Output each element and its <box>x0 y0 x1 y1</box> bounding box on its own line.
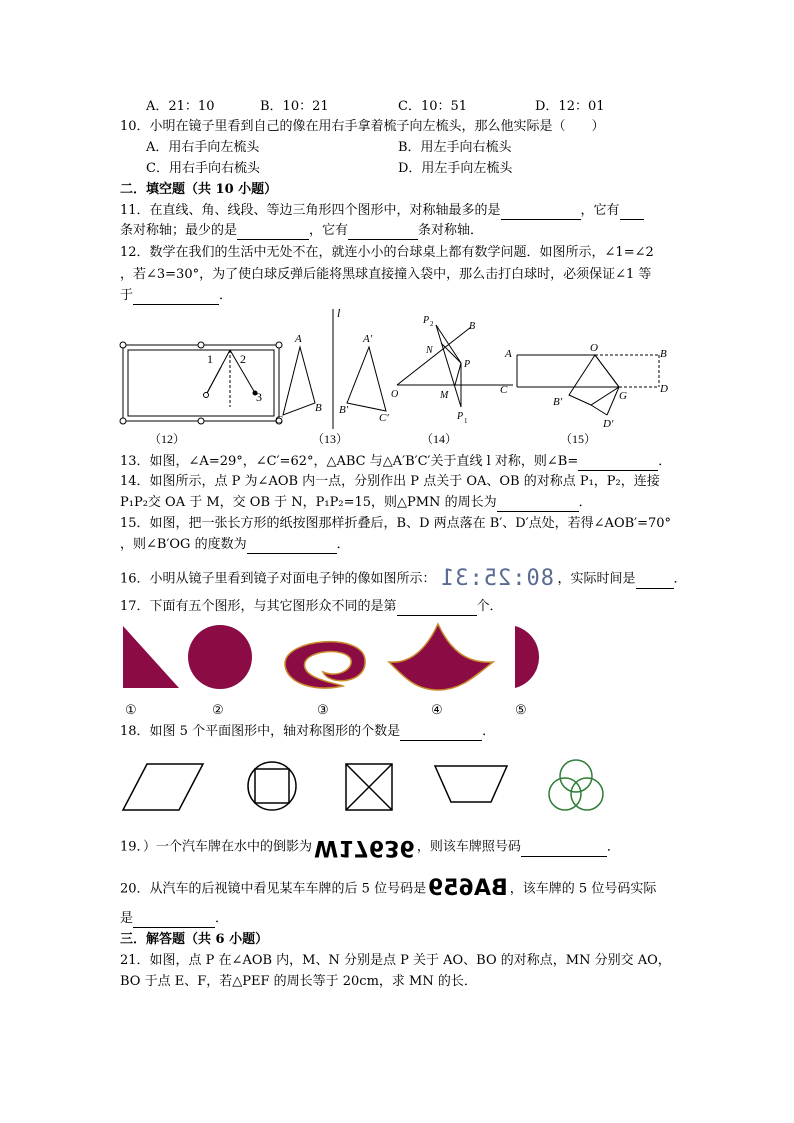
q17-shapes <box>115 620 555 720</box>
q21-line-1: 21．如图，点 P 在∠AOB 内，M、N 分别是点 P 关于 AO、BO 的对称点，MN 分别交 AO， <box>120 953 671 968</box>
shape-circle <box>188 625 252 689</box>
q17: 17．下面有五个图形，与其它图形众不同的是第 个． <box>120 599 503 614</box>
q14-line-2: P₁P₂交 OA 于 M，交 OB 于 N，P₁P₂=15，则△PMN 的周长为 ． <box>120 495 592 510</box>
q13: 13．如图，∠A=29°，∠C′=62°，△ABC 与△A′B′C′关于直线 l 对称，则∠B= ． <box>120 454 672 469</box>
svg-text:C: C <box>500 384 508 396</box>
svg-text:C: C <box>275 414 283 426</box>
q16: 16．小明从镜子里看到镜子对面电子钟的像如图所示： 80:25:31 ，实际时间是 ． <box>120 566 687 591</box>
svg-text:O: O <box>391 389 399 400</box>
answer-blank <box>247 539 337 554</box>
svg-text:③: ③ <box>317 702 329 717</box>
svg-text:A′: A′ <box>363 333 373 345</box>
section-3-heading: 三．解答题（共 6 小题） <box>120 932 269 947</box>
answer-blank <box>400 726 482 741</box>
figure-13-reflection <box>275 306 389 446</box>
shape-curved <box>389 624 493 690</box>
q9-option-c: C．10：51 <box>398 99 468 114</box>
q21-line-2: BO 于点 E、F，若△PEF 的周长等于 20cm，求 MN 的长． <box>120 974 477 989</box>
q10-option-b: B．用左手向右梳头 <box>398 140 512 155</box>
q11-line-2: 条对称轴；最少的是 ，它有 条对称轴． <box>120 223 484 238</box>
answer-blank <box>133 290 219 305</box>
section-2-heading: 二．填空题（共 10 小题） <box>120 182 278 197</box>
svg-text:⑤: ⑤ <box>515 702 527 717</box>
q12-line-1: 12．数学在我们的生活中无处不在，就连小小的台球桌上都有数学问题．如图所示，∠1=∠2 <box>120 245 654 260</box>
answer-blank <box>521 842 607 857</box>
svg-text:M: M <box>440 390 449 401</box>
caption-15: （15） <box>560 432 597 446</box>
answer-blank <box>620 205 644 220</box>
svg-text:3: 3 <box>256 390 262 404</box>
answer-blank <box>133 913 215 928</box>
answer-blank <box>501 205 581 220</box>
svg-text:A: A <box>505 348 512 360</box>
q9-option-a: A．21：10 <box>146 99 215 114</box>
svg-text:A: A <box>295 333 302 345</box>
svg-text:N: N <box>426 345 433 356</box>
svg-text:1: 1 <box>207 352 213 366</box>
answer-blank <box>636 574 674 589</box>
q20-line-1: 20．从汽车的后视镜中看见某车车牌的后 5 位号码是BA659 ，该车牌的 5 位号码实际 <box>120 876 657 901</box>
svg-text:D′: D′ <box>603 418 614 430</box>
svg-text:C′: C′ <box>379 412 389 424</box>
water-reflection-plate: W17636 <box>314 835 415 860</box>
q11-line-1: 11．在直线、角、线段、等边三角形四个图形中，对称轴最多的是 ，它有 <box>120 202 644 220</box>
mirror-clock: 80:25:31 <box>439 566 554 591</box>
q12-line-2: ，若∠3=30°，为了使白球反弹后能将黑球直接撞入袋中，那么击打白球时，必须保证∠1 等 <box>120 267 652 282</box>
shape-trefoil <box>549 760 603 810</box>
shape-crescent <box>285 642 365 688</box>
svg-text:1: 1 <box>464 417 468 425</box>
svg-text:B: B <box>469 321 476 332</box>
mirror-plate: BA659 <box>428 876 508 901</box>
q19: 19．）一个汽车牌在水中的倒影为W17636 ，则该车牌照号码 ． <box>120 835 620 860</box>
svg-text:B′: B′ <box>553 396 563 408</box>
shape-trapezoid <box>435 766 507 802</box>
q12-line-3: 于 ． <box>120 288 233 303</box>
caption-14: （14） <box>421 432 458 446</box>
svg-text:P: P <box>423 315 430 326</box>
q18: 18．如图 5 个平面图形中，轴对称图形的个数是 ． <box>120 724 496 739</box>
svg-text:P: P <box>464 359 471 370</box>
q10-option-a: A．用右手向左梳头 <box>146 140 260 155</box>
figure-14-angle <box>391 315 513 446</box>
answer-blank <box>497 497 579 512</box>
svg-text:P: P <box>457 411 464 422</box>
svg-text:2: 2 <box>430 320 434 328</box>
q18-shapes <box>115 758 615 818</box>
svg-text:G: G <box>619 390 627 402</box>
shape-semicircle <box>515 626 539 688</box>
q10-option-c: C．用右手向右梳头 <box>146 161 260 176</box>
answer-blank <box>578 456 658 471</box>
figure-12-billiard-table <box>120 342 282 446</box>
answer-blank <box>348 225 418 240</box>
q10-text: 10．小明在镜子里看到自己的像在用右手拿着梳子向左梳头，那么他实际是（ ） <box>120 119 605 134</box>
shape-triangle <box>123 626 179 688</box>
shape-parallelogram <box>123 764 203 810</box>
figures-12-15 <box>115 305 680 453</box>
svg-text:①: ① <box>125 702 137 717</box>
svg-text:O: O <box>590 342 598 354</box>
figure-15-folded-paper <box>500 342 668 446</box>
q15-line-2: ，则∠B′OG 的度数为 ． <box>120 537 350 552</box>
q9-option-b: B．10：21 <box>260 99 329 114</box>
answer-blank <box>397 601 477 616</box>
answer-blank <box>237 225 309 240</box>
svg-text:l: l <box>337 306 341 320</box>
svg-text:D: D <box>660 383 668 395</box>
q10-option-d: D．用左手向左梳头 <box>398 161 513 176</box>
q14-line-1: 14．如图所示，点 P 为∠AOB 内一点，分别作出 P 点关于 OA、OB 的对称点 P₁，P₂，连接 <box>120 474 660 489</box>
svg-text:B: B <box>315 402 322 414</box>
q20-line-2: 是 ． <box>120 911 229 926</box>
svg-text:B′: B′ <box>339 404 349 416</box>
q15-line-1: 15．如图，把一张长方形的纸按图那样折叠后，B、D 两点落在 B′、D′点处，若得∠AOB′=70° <box>120 516 672 531</box>
caption-13: （13） <box>312 432 349 446</box>
svg-text:B: B <box>660 348 667 360</box>
svg-text:②: ② <box>212 702 224 717</box>
svg-text:④: ④ <box>431 702 443 717</box>
svg-text:2: 2 <box>240 352 246 366</box>
q9-option-d: D．12：01 <box>535 99 605 114</box>
caption-12: （12） <box>149 432 186 446</box>
